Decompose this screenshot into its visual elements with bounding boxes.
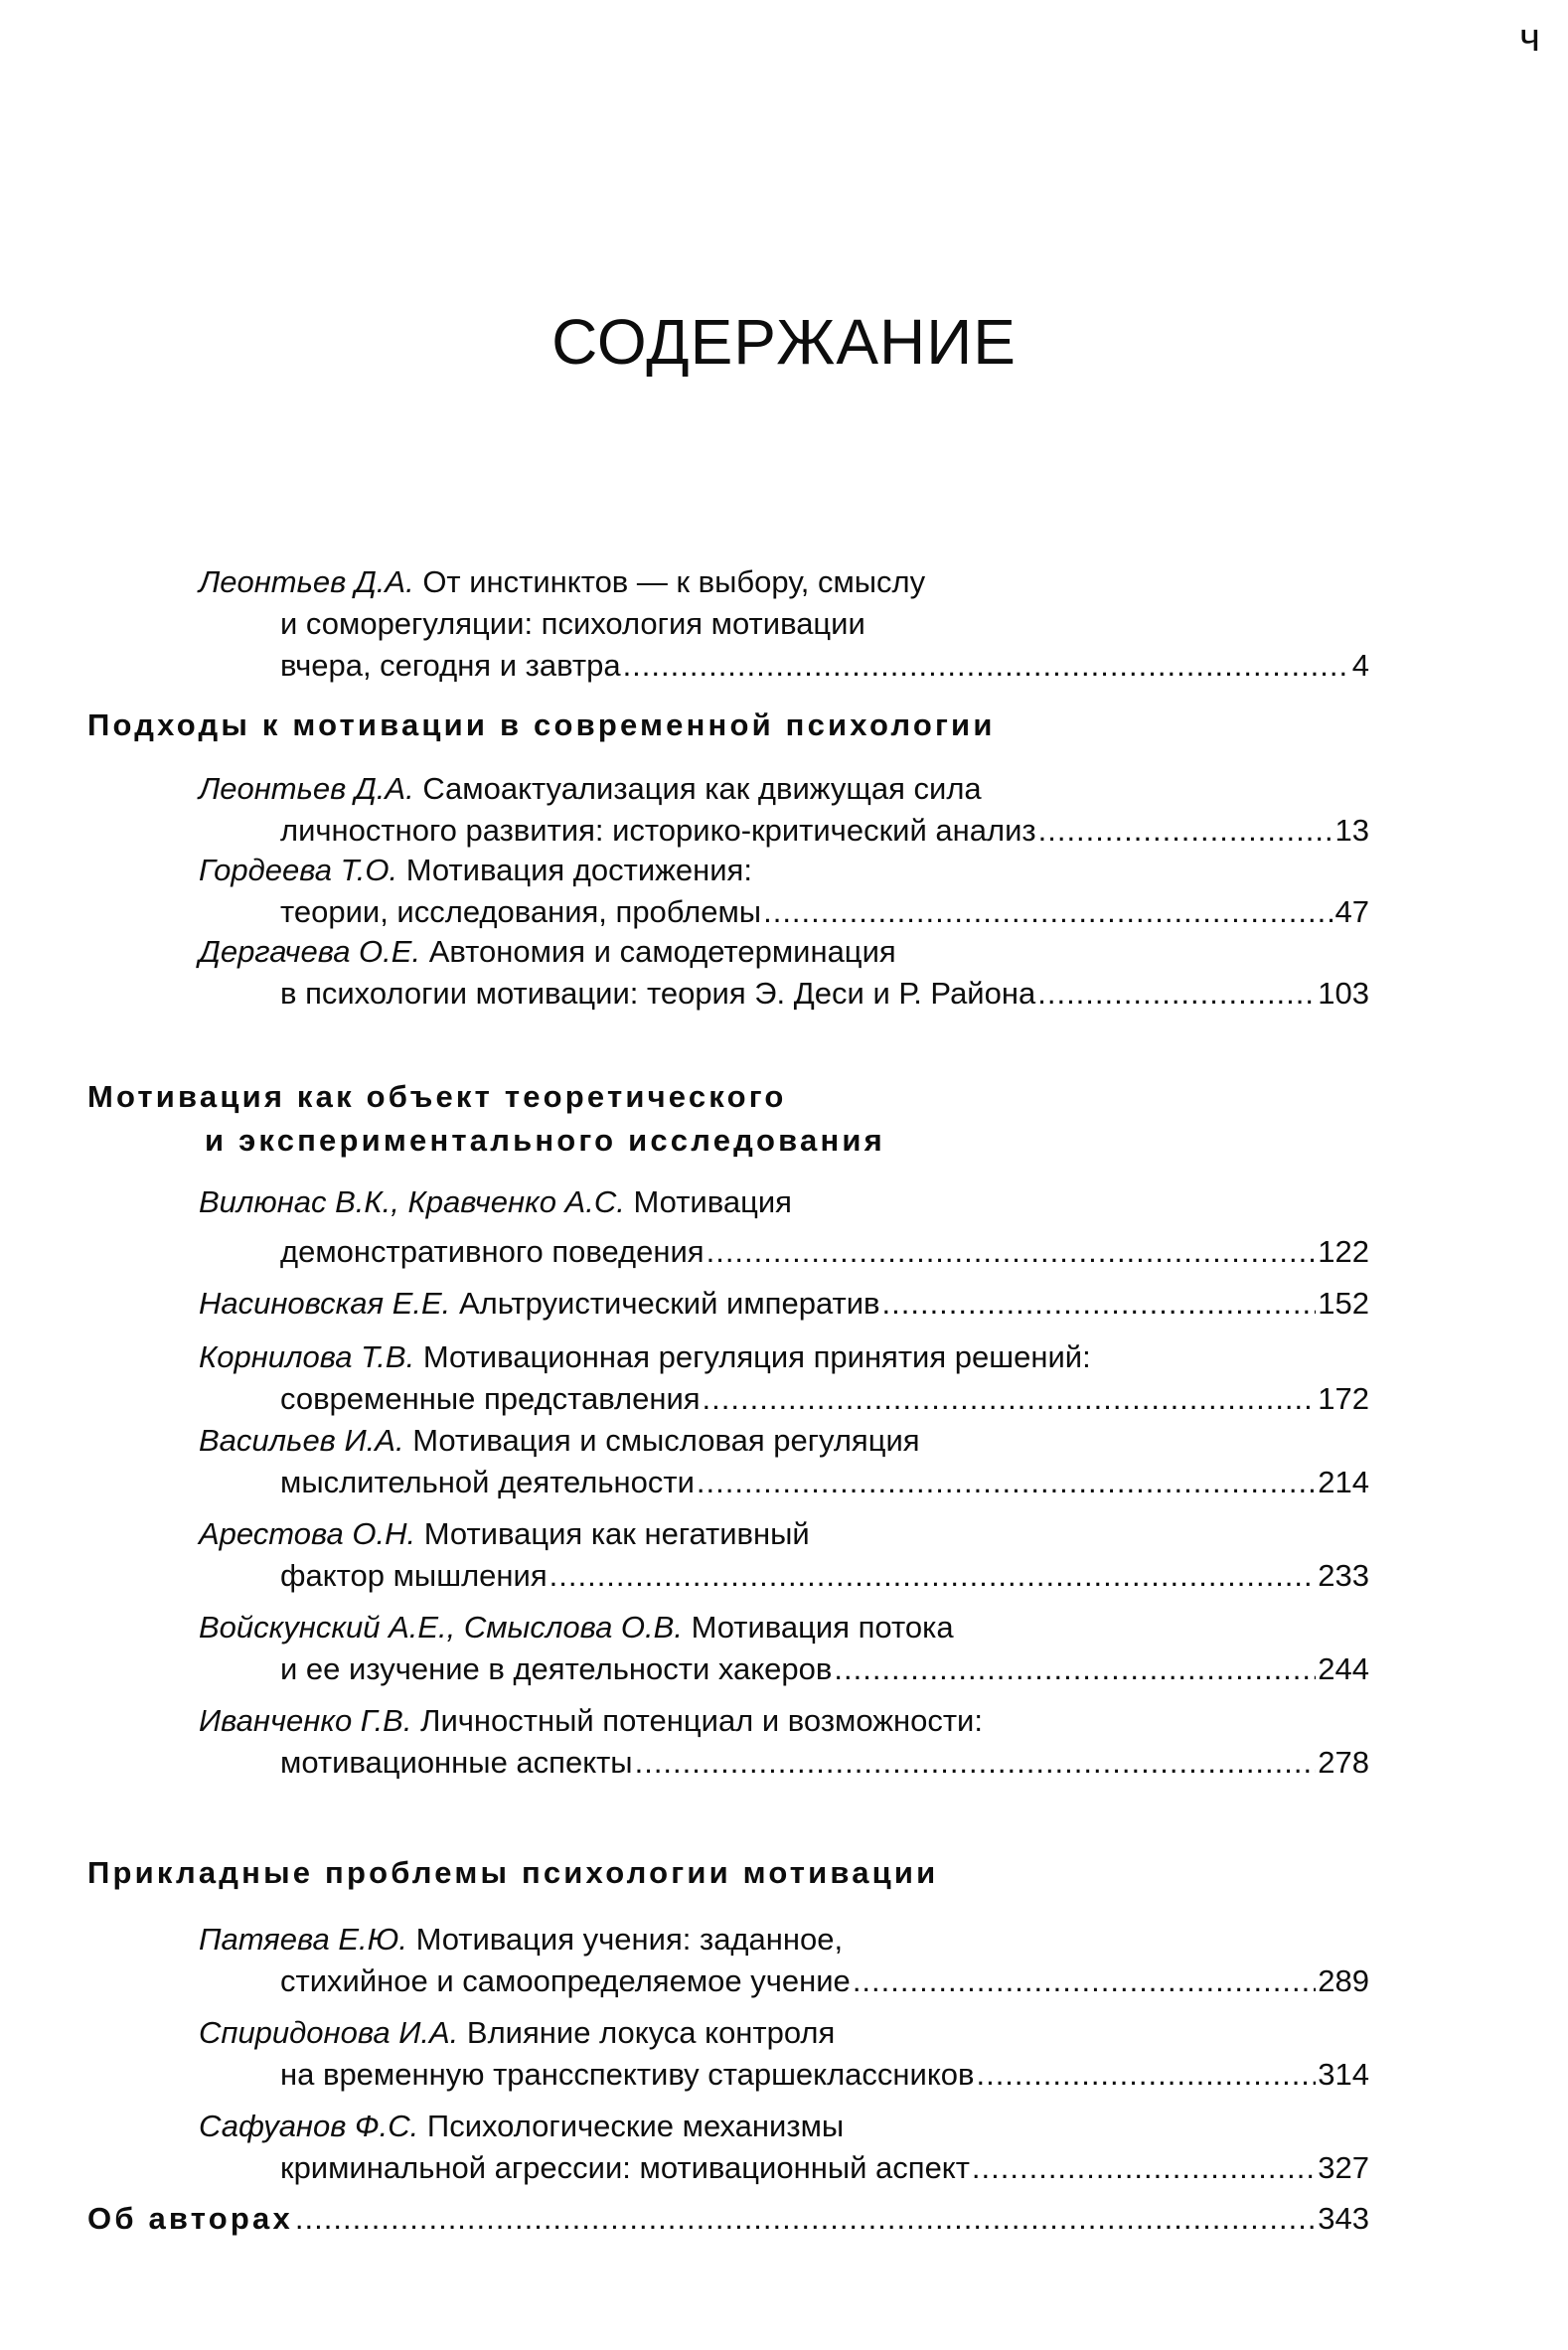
entry-title: Личностный потенциал и возможности: <box>420 1703 983 1738</box>
toc-entry[interactable] <box>199 2012 1369 2096</box>
entry-author: Вилюнас В.К., Кравченко А.С. <box>199 1184 625 1219</box>
entry-title-last: на временную трансспективу старшеклассников <box>280 2057 975 2092</box>
entry-author: Васильев И.А. <box>199 1423 404 1458</box>
entry-title-last: мотивационные аспекты <box>280 1745 633 1780</box>
entry-title: Мотивация учения: заданное, <box>415 1922 844 1957</box>
entry-title-last: современные представления <box>280 1381 701 1416</box>
dot-leader <box>703 1378 1317 1420</box>
corner-mark: ч <box>1519 16 1540 60</box>
toc-entry[interactable] <box>199 850 1369 933</box>
page-title: СОДЕРЖАНИЕ <box>551 305 1017 378</box>
entry-title: Мотивация как негативный <box>423 1516 810 1551</box>
entry-title-last: и ее изучение в деятельности хакеров <box>280 1651 833 1686</box>
entry-title-last: криминальной агрессии: мотивационный аспект <box>280 2150 970 2185</box>
entry-author: Арестова О.Н. <box>199 1516 416 1551</box>
entry-page-number: 289 <box>1318 1963 1369 1998</box>
entry-author: Патяева Е.Ю. <box>199 1922 407 1957</box>
dot-leader <box>697 1462 1316 1503</box>
entry-title-last: мыслительной деятельности <box>280 1465 695 1499</box>
entry-author: Иванченко Г.В. <box>199 1703 412 1738</box>
toc-entry[interactable] <box>199 768 1369 852</box>
toc-entry[interactable] <box>199 1607 1369 1690</box>
toc-entry[interactable] <box>199 1700 1369 1784</box>
entry-title-last: вчера, сегодня и завтра <box>280 648 621 683</box>
entry-author: Леонтьев Д.А. <box>199 564 414 599</box>
toc-entry[interactable] <box>199 2106 1369 2189</box>
section-heading-applied: Прикладные проблемы психологии мотивации <box>87 1855 939 1890</box>
dot-leader <box>972 2147 1316 2189</box>
entry-author: Спиридонова И.А. <box>199 2015 459 2050</box>
dot-leader <box>882 1283 1317 1325</box>
entry-author: Леонтьев Д.А. <box>199 771 414 806</box>
dot-leader <box>853 1960 1316 2002</box>
dot-leader <box>549 1555 1317 1597</box>
entry-author: Дергачева О.Е. <box>199 934 421 969</box>
toc-entry-about-authors[interactable] <box>87 2198 1369 2240</box>
dot-leader <box>1037 973 1316 1015</box>
entry-page-number: 122 <box>1318 1234 1369 1269</box>
dot-leader <box>976 2054 1316 2096</box>
entry-page-number: 244 <box>1318 1651 1369 1686</box>
toc-entry[interactable] <box>199 931 1369 1015</box>
entry-author: Корнилова Т.В. <box>199 1339 415 1374</box>
entry-title: Самоактуализация как движущая сила <box>422 771 982 806</box>
toc-entry[interactable] <box>199 1283 1369 1325</box>
dot-leader <box>834 1648 1316 1690</box>
entry-author: Сафуанов Ф.С. <box>199 2109 419 2143</box>
dot-leader <box>295 2198 1316 2240</box>
entry-page-number: 343 <box>1318 2201 1369 2236</box>
toc-entry-intro[interactable] <box>199 561 1369 687</box>
entry-page-number: 214 <box>1318 1465 1369 1499</box>
toc-entry[interactable] <box>199 1420 1369 1503</box>
entry-page-number: 152 <box>1318 1286 1369 1321</box>
entry-page-number: 233 <box>1318 1558 1369 1593</box>
section-heading-motivation-object: Мотивация как объект теоретического и экспериментального исследования <box>87 1079 885 1158</box>
dot-leader <box>635 1742 1317 1784</box>
entry-title: Мотивация <box>633 1184 792 1219</box>
entry-title: Мотивация и смысловая регуляция <box>412 1423 920 1458</box>
entry-title: Мотивация достижения: <box>405 853 752 887</box>
entry-title-last: демонстративного поведения <box>280 1234 705 1269</box>
about-label: Об авторах <box>87 2201 293 2236</box>
entry-title: Автономия и самодетерминация <box>428 934 896 969</box>
entry-title: От инстинктов — к выбору, смыслу <box>422 564 926 599</box>
dot-leader <box>623 645 1350 687</box>
entry-author: Войскунский А.Е., Смыслова О.В. <box>199 1610 683 1645</box>
toc-entry[interactable] <box>199 1181 1369 1273</box>
entry-title-line: и соморегуляции: психология мотивации <box>280 606 865 641</box>
entry-page-number: 47 <box>1334 894 1369 929</box>
entry-title: Психологические механизмы <box>426 2109 845 2143</box>
entry-title: Мотивация потока <box>691 1610 954 1645</box>
entry-title-last: фактор мышления <box>280 1558 548 1593</box>
entry-title-last: стихийное и самоопределяемое учение <box>280 1963 851 1998</box>
dot-leader <box>1038 810 1333 852</box>
entry-title-last: личностного развития: историко-критический анализ <box>280 813 1036 848</box>
entry-page-number: 314 <box>1318 2057 1369 2092</box>
entry-title: Альтруистический императив <box>458 1286 880 1321</box>
entry-page-number: 4 <box>1351 648 1369 683</box>
dot-leader <box>706 1231 1317 1273</box>
entry-page-number: 327 <box>1318 2150 1369 2185</box>
entry-title: Мотивационная регуляция принятия решений: <box>422 1339 1091 1374</box>
toc-entry[interactable] <box>199 1513 1369 1597</box>
entry-page-number: 278 <box>1318 1745 1369 1780</box>
entry-author: Насиновская Е.Е. <box>199 1286 451 1321</box>
entry-title-last: в психологии мотивации: теория Э. Деси и Р. Района <box>280 976 1036 1011</box>
entry-page-number: 172 <box>1318 1381 1369 1416</box>
entry-title-last: теории, исследования, проблемы <box>280 894 762 929</box>
toc-entry[interactable] <box>199 1336 1369 1420</box>
entry-author: Гордеева Т.О. <box>199 853 398 887</box>
entry-page-number: 13 <box>1334 813 1369 848</box>
dot-leader <box>763 891 1333 933</box>
section-heading-approaches: Подходы к мотивации в современной психологии <box>87 707 996 742</box>
toc-entry[interactable] <box>199 1919 1369 2002</box>
entry-title: Влияние локуса контроля <box>466 2015 836 2050</box>
entry-page-number: 103 <box>1318 976 1369 1011</box>
